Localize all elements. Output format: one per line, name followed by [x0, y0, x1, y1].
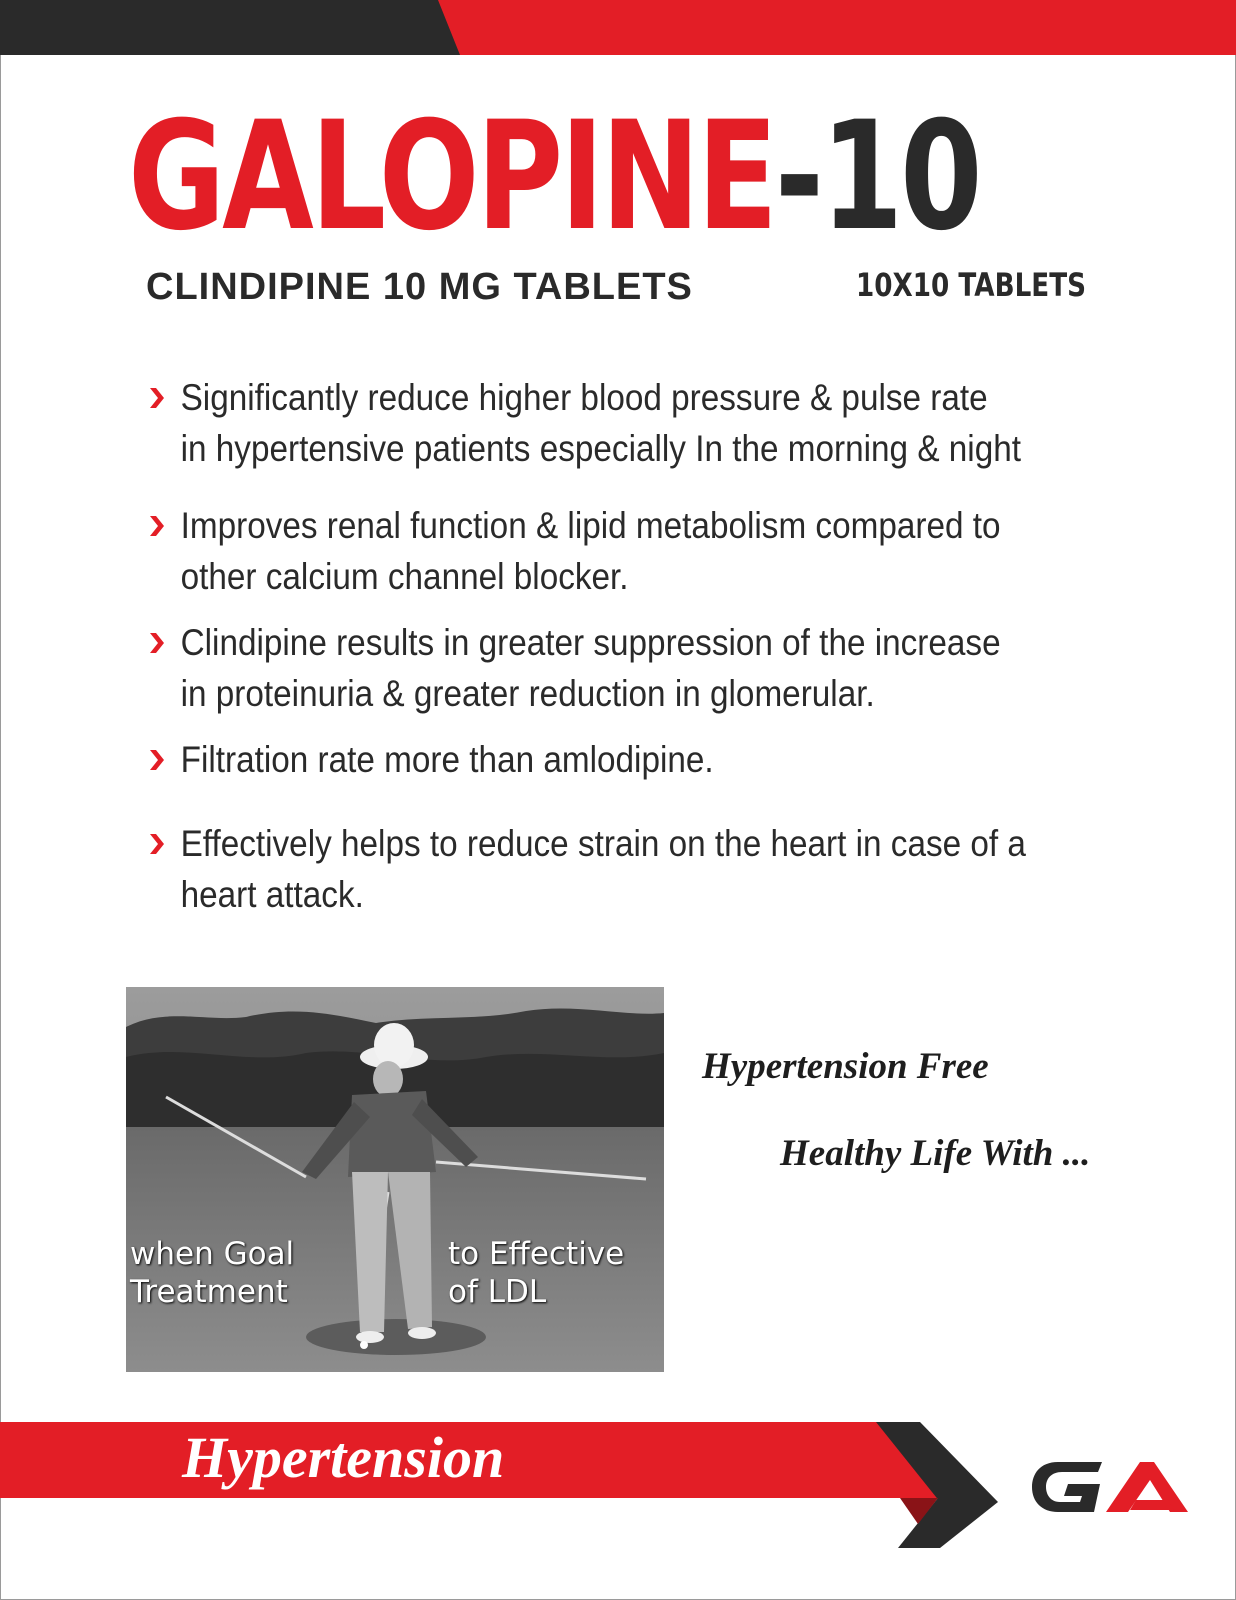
benefit-text: Improves renal function & lipid metabolism compared to other calcium channel blocker.	[180, 505, 1001, 597]
golf-scene-illustration	[126, 987, 664, 1372]
photo-caption-left-line2: Treatment	[130, 1274, 288, 1310]
slogan-line-2: Healthy Life With ...	[780, 1133, 1091, 1174]
photo-caption-right	[448, 1235, 624, 1311]
benefit-text: Effectively helps to reduce strain on the heart in case of a heart attack.	[180, 823, 1026, 915]
footer-category: Hypertension	[182, 1425, 505, 1490]
photo-caption-right-line2: of LDL	[448, 1274, 547, 1310]
benefit-item	[150, 372, 1170, 474]
company-logo	[1028, 1454, 1198, 1520]
pack-size: 10X10 TABLETS	[856, 266, 1087, 304]
golfer-photo	[126, 987, 664, 1372]
photo-caption-left	[130, 1235, 294, 1311]
benefit-item	[150, 500, 1170, 602]
product-strength: -10	[774, 90, 980, 264]
benefit-text: Filtration rate more than amlodipine.	[180, 739, 714, 780]
photo-caption-right-line1: to Effective	[448, 1236, 625, 1272]
top-color-band	[0, 0, 1236, 55]
benefit-text: Significantly reduce higher blood pressure & pulse rate in hypertensive patients especially In the morning & night	[180, 377, 1021, 469]
product-title	[128, 90, 979, 265]
photo-caption-left-line1: when Goal	[130, 1236, 295, 1272]
product-subtitle: CLINDIPINE 10 MG TABLETS	[146, 266, 693, 308]
benefit-item	[150, 617, 1170, 719]
benefit-item	[150, 818, 1170, 920]
benefit-text: Clindipine results in greater suppression of the increase in proteinuria & greater reduction in glomerular.	[180, 622, 1001, 714]
slogan-line-1: Hypertension Free	[702, 1046, 989, 1087]
brand-name: GALOPINE	[128, 90, 775, 264]
benefit-item	[150, 734, 1170, 785]
